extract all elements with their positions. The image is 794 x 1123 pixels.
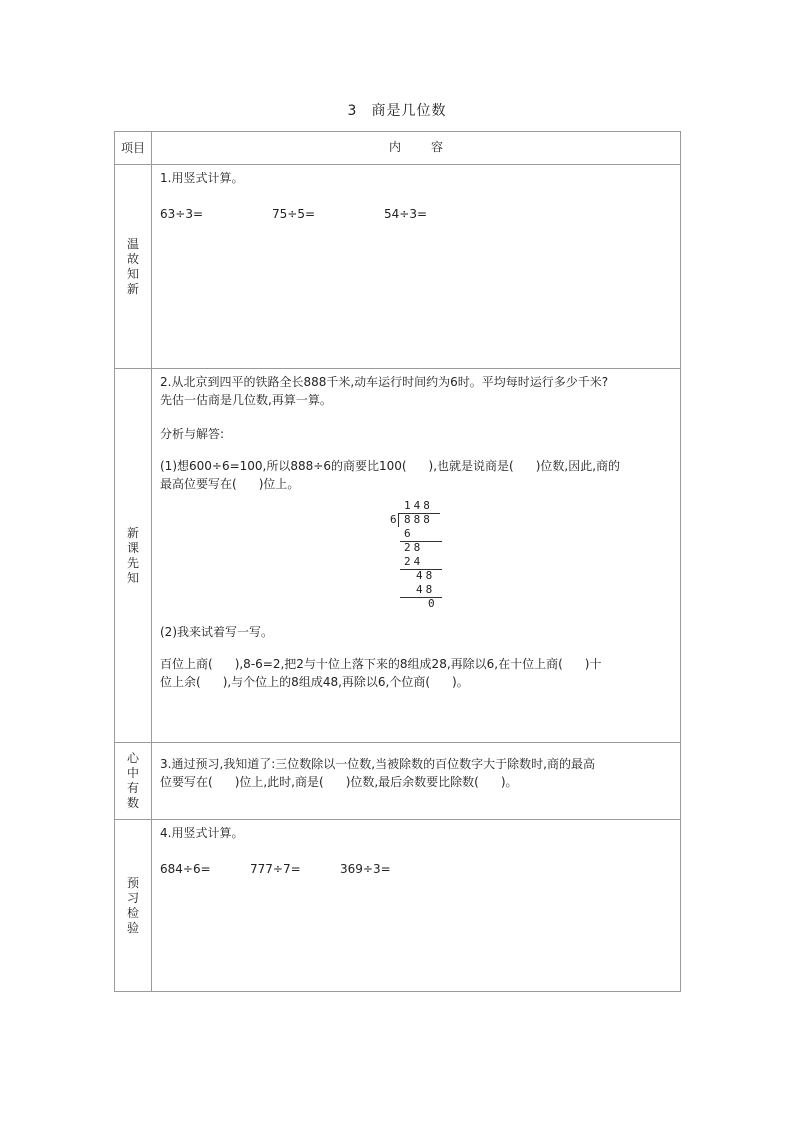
long-division xyxy=(390,499,450,609)
question-2-line1: 2.从北京到四平的铁路全长888千米,动车运行时间约为6时。平均每时运行多少千米? xyxy=(160,375,609,389)
title-text: 商是几位数 xyxy=(371,103,447,119)
section-summary-label: 心中有数 xyxy=(126,751,139,810)
analysis-heading: 分析与解答: xyxy=(160,427,225,441)
expression: 369÷3= xyxy=(340,862,391,876)
question-3-line1: 3.通过预习,我知道了:三位数除以一位数,当被除数的百位数字大于除数时,商的最高 xyxy=(160,757,595,771)
part-1-line2: 最高位要写在( )位上。 xyxy=(160,477,300,491)
division-step: 6 xyxy=(404,527,414,540)
question-2-line2: 先估一估商是几位数,再算一算。 xyxy=(160,393,332,407)
section-check-label: 预习检验 xyxy=(126,875,139,935)
section-review-row xyxy=(115,165,681,369)
section-check-label-cell xyxy=(115,820,152,992)
part-2-heading: (2)我来试着写一写。 xyxy=(160,625,273,639)
header-content-label: 内 容 xyxy=(388,140,444,154)
header-item-label: 项目 xyxy=(120,140,145,155)
page-title xyxy=(0,100,794,120)
section-check-row xyxy=(115,820,681,992)
division-quotient: 148 xyxy=(404,499,433,512)
division-step: 24 xyxy=(404,555,424,568)
section-preview-label-cell xyxy=(115,369,152,743)
question-1-expressions xyxy=(160,205,672,223)
division-step: 48 xyxy=(416,569,436,582)
question-4: 4.用竖式计算。 xyxy=(160,826,244,840)
section-summary-label-cell xyxy=(115,743,152,820)
section-preview-label: 新课先知 xyxy=(126,525,139,585)
section-preview-row xyxy=(115,369,681,743)
section-review-content xyxy=(152,165,681,369)
question-3-line2: 位要写在( )位上,此时,商是( )位数,最后余数要比除数( )。 xyxy=(160,775,518,789)
header-content-cell xyxy=(152,132,681,165)
expression: 63÷3= xyxy=(160,207,204,221)
question-4-expressions xyxy=(160,860,672,878)
expression: 777÷7= xyxy=(250,862,301,876)
section-review-label: 温故知新 xyxy=(126,236,139,296)
part-2-line2: 位上余( ),与个位上的8组成48,再除以6,个位商( )。 xyxy=(160,675,469,689)
part-1-line1: (1)想600÷6=100,所以888÷6的商要比100( ),也就是说商是( )位数,因此,商的 xyxy=(160,459,621,473)
header-item-cell xyxy=(115,132,152,165)
division-divisor: 6 xyxy=(390,513,400,526)
division-bracket xyxy=(398,513,399,527)
division-step: 28 xyxy=(404,541,424,554)
expression: 684÷6= xyxy=(160,862,211,876)
title-number: 3 xyxy=(347,103,358,119)
section-check-content xyxy=(152,820,681,992)
section-summary-row xyxy=(115,743,681,820)
worksheet-table xyxy=(114,131,681,992)
section-preview-content xyxy=(152,369,681,743)
expression: 54÷3= xyxy=(384,207,428,221)
table-header-row xyxy=(115,132,681,165)
division-remainder: 0 xyxy=(428,597,438,610)
section-summary-content xyxy=(152,743,681,820)
part-2-line1: 百位上商( ),8-6=2,把2与十位上落下来的8组成28,再除以6,在十位上商( )十 xyxy=(160,657,602,671)
division-step: 48 xyxy=(416,583,436,596)
question-1: 1.用竖式计算。 xyxy=(160,171,244,185)
expression: 75÷5= xyxy=(272,207,316,221)
section-review-label-cell xyxy=(115,165,152,369)
division-dividend: 888 xyxy=(404,513,433,526)
